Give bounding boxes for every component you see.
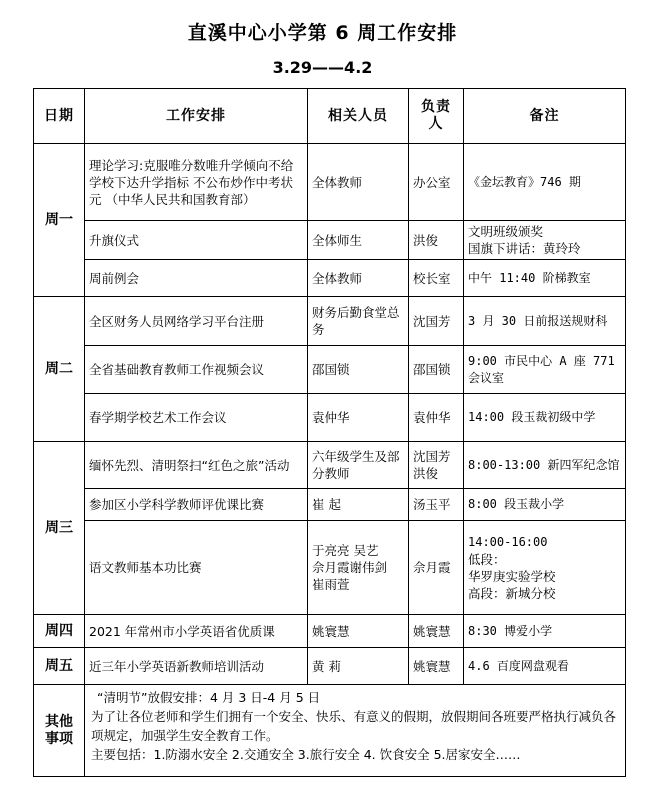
staff-cell: 全体教师 bbox=[308, 260, 409, 297]
header-date: 日期 bbox=[34, 89, 85, 144]
notes-cell bbox=[464, 394, 626, 442]
day-monday: 周一 bbox=[34, 144, 85, 297]
header-notes: 备注 bbox=[464, 89, 626, 144]
work-cell: 周前例会 bbox=[85, 260, 308, 297]
day-other-line1: 其他 bbox=[45, 713, 73, 730]
day-tuesday: 周二 bbox=[34, 297, 85, 442]
work-cell: 近三年小学英语新教师培训活动 bbox=[85, 648, 308, 685]
staff-line: 佘月霞谢伟剑 bbox=[312, 560, 388, 575]
day-wednesday: 周三 bbox=[34, 442, 85, 615]
owner-cell: 佘月霞 bbox=[409, 521, 464, 615]
note-line: 中午 11:40 阶梯教室 bbox=[468, 270, 591, 285]
work-cell: 春学期学校艺术工作会议 bbox=[85, 394, 308, 442]
notes-cell bbox=[464, 648, 626, 685]
work-cell: 缅怀先烈、清明祭扫“红色之旅”活动 bbox=[85, 442, 308, 489]
table-row bbox=[34, 346, 626, 394]
note-line: 4.6 百度网盘观看 bbox=[468, 658, 569, 673]
staff-cell: 姚寰慧 bbox=[308, 615, 409, 648]
note-line: 3 月 30 日前报送规财科 bbox=[468, 313, 608, 328]
notes-cell bbox=[464, 442, 626, 489]
owner-cell: 校长室 bbox=[409, 260, 464, 297]
day-thursday: 周四 bbox=[34, 615, 85, 648]
staff-cell: 六年级学生及部分教师 bbox=[308, 442, 409, 489]
day-other bbox=[34, 685, 85, 777]
staff-cell: 全体教师 bbox=[308, 144, 409, 221]
header-owner-line1: 负责 bbox=[421, 99, 451, 115]
owner-line: 洪俊 bbox=[413, 466, 439, 481]
note-line: 国旗下讲话：黄玲玲 bbox=[468, 241, 581, 256]
schedule-table bbox=[33, 88, 626, 777]
table-row bbox=[34, 648, 626, 685]
owner-cell: 沈国芳 bbox=[409, 297, 464, 346]
safety-items: 主要包括：1.防溺水安全 2.交通安全 3.旅行安全 4. 饮食安全 5.居家安全…… bbox=[91, 747, 521, 762]
staff-line: 于亮亮 吴艺 bbox=[312, 543, 379, 558]
note-line: 高段：新城分校 bbox=[468, 585, 556, 601]
notes-cell bbox=[464, 346, 626, 394]
note-line: 低段： bbox=[468, 551, 506, 567]
owner-cell bbox=[409, 442, 464, 489]
other-matters-cell bbox=[85, 685, 626, 777]
day-other-line2: 事项 bbox=[45, 730, 73, 747]
note-line: 8:00-13:00 新四军纪念馆 bbox=[468, 457, 620, 472]
note-line: 《金坛教育》746 期 bbox=[468, 174, 581, 189]
header-work: 工作安排 bbox=[85, 89, 308, 144]
owner-line: 沈国芳 bbox=[413, 449, 451, 464]
note-line: 文明班级颁奖 bbox=[468, 224, 544, 239]
note-line: 14:00 段玉裁初级中学 bbox=[468, 410, 596, 424]
safety-paragraph: 为了让各位老师和学生们拥有一个安全、快乐、有意义的假期，放假期间各班要严格执行减负各项规定，加强学生安全教育工作。 bbox=[91, 709, 617, 743]
table-row bbox=[34, 260, 626, 297]
notes-cell bbox=[464, 615, 626, 648]
header-staff: 相关人员 bbox=[308, 89, 409, 144]
notes-cell bbox=[464, 489, 626, 521]
header-owner bbox=[409, 89, 464, 144]
holiday-notice: “清明节”放假安排：4 月 3 日-4 月 5 日 bbox=[97, 690, 321, 705]
work-cell: 全区财务人员网络学习平台注册 bbox=[85, 297, 308, 346]
notes-cell bbox=[464, 221, 626, 260]
staff-line: 崔雨萱 bbox=[312, 577, 350, 592]
work-cell: 语文教师基本功比赛 bbox=[85, 521, 308, 615]
header-row bbox=[34, 89, 626, 144]
staff-cell: 全体师生 bbox=[308, 221, 409, 260]
header-owner-line2: 人 bbox=[428, 116, 444, 132]
work-cell: 参加区小学科学教师评优课比赛 bbox=[85, 489, 308, 521]
table-row bbox=[34, 144, 626, 221]
staff-cell bbox=[308, 521, 409, 615]
table-row bbox=[34, 521, 626, 615]
table-row bbox=[34, 489, 626, 521]
owner-cell: 袁仲华 bbox=[409, 394, 464, 442]
page-title: 直溪中心小学第 6 周工作安排 bbox=[187, 22, 458, 44]
staff-cell: 财务后勤食堂总务 bbox=[308, 297, 409, 346]
owner-cell: 办公室 bbox=[409, 144, 464, 221]
staff-cell: 崔 起 bbox=[308, 489, 409, 521]
owner-cell: 汤玉平 bbox=[409, 489, 464, 521]
table-row bbox=[34, 615, 626, 648]
table-row bbox=[34, 221, 626, 260]
note-line: 9:00 市民中心 A 座 771 会议室 bbox=[468, 353, 615, 385]
note-line: 8:00 段玉裁小学 bbox=[468, 497, 565, 511]
owner-cell: 姚寰慧 bbox=[409, 615, 464, 648]
owner-cell: 邵国锁 bbox=[409, 346, 464, 394]
notes-cell bbox=[464, 260, 626, 297]
note-line: 14:00-16:00 bbox=[468, 534, 548, 549]
work-cell: 2021 年常州市小学英语省优质课 bbox=[85, 615, 308, 648]
day-friday: 周五 bbox=[34, 648, 85, 685]
note-line: 华罗庚实验学校 bbox=[468, 568, 556, 584]
date-range: 3.29——4.2 bbox=[272, 58, 373, 77]
notes-cell bbox=[464, 144, 626, 221]
notes-cell bbox=[464, 297, 626, 346]
owner-cell: 洪俊 bbox=[409, 221, 464, 260]
note-line: 8:30 博爱小学 bbox=[468, 623, 553, 638]
notes-cell bbox=[464, 521, 626, 615]
table-row bbox=[34, 394, 626, 442]
staff-cell: 袁仲华 bbox=[308, 394, 409, 442]
staff-cell: 邵国锁 bbox=[308, 346, 409, 394]
table-row bbox=[34, 685, 626, 777]
table-row bbox=[34, 442, 626, 489]
owner-cell: 姚寰慧 bbox=[409, 648, 464, 685]
staff-cell: 黄 莉 bbox=[308, 648, 409, 685]
table-row bbox=[34, 297, 626, 346]
work-cell: 升旗仪式 bbox=[85, 221, 308, 260]
work-cell: 全省基础教育教师工作视频会议 bbox=[85, 346, 308, 394]
work-cell: 理论学习:克服唯分数唯升学倾向不给学校下达升学指标 不公布炒作中考状元 （中华人民共和国教育部） bbox=[85, 144, 308, 221]
